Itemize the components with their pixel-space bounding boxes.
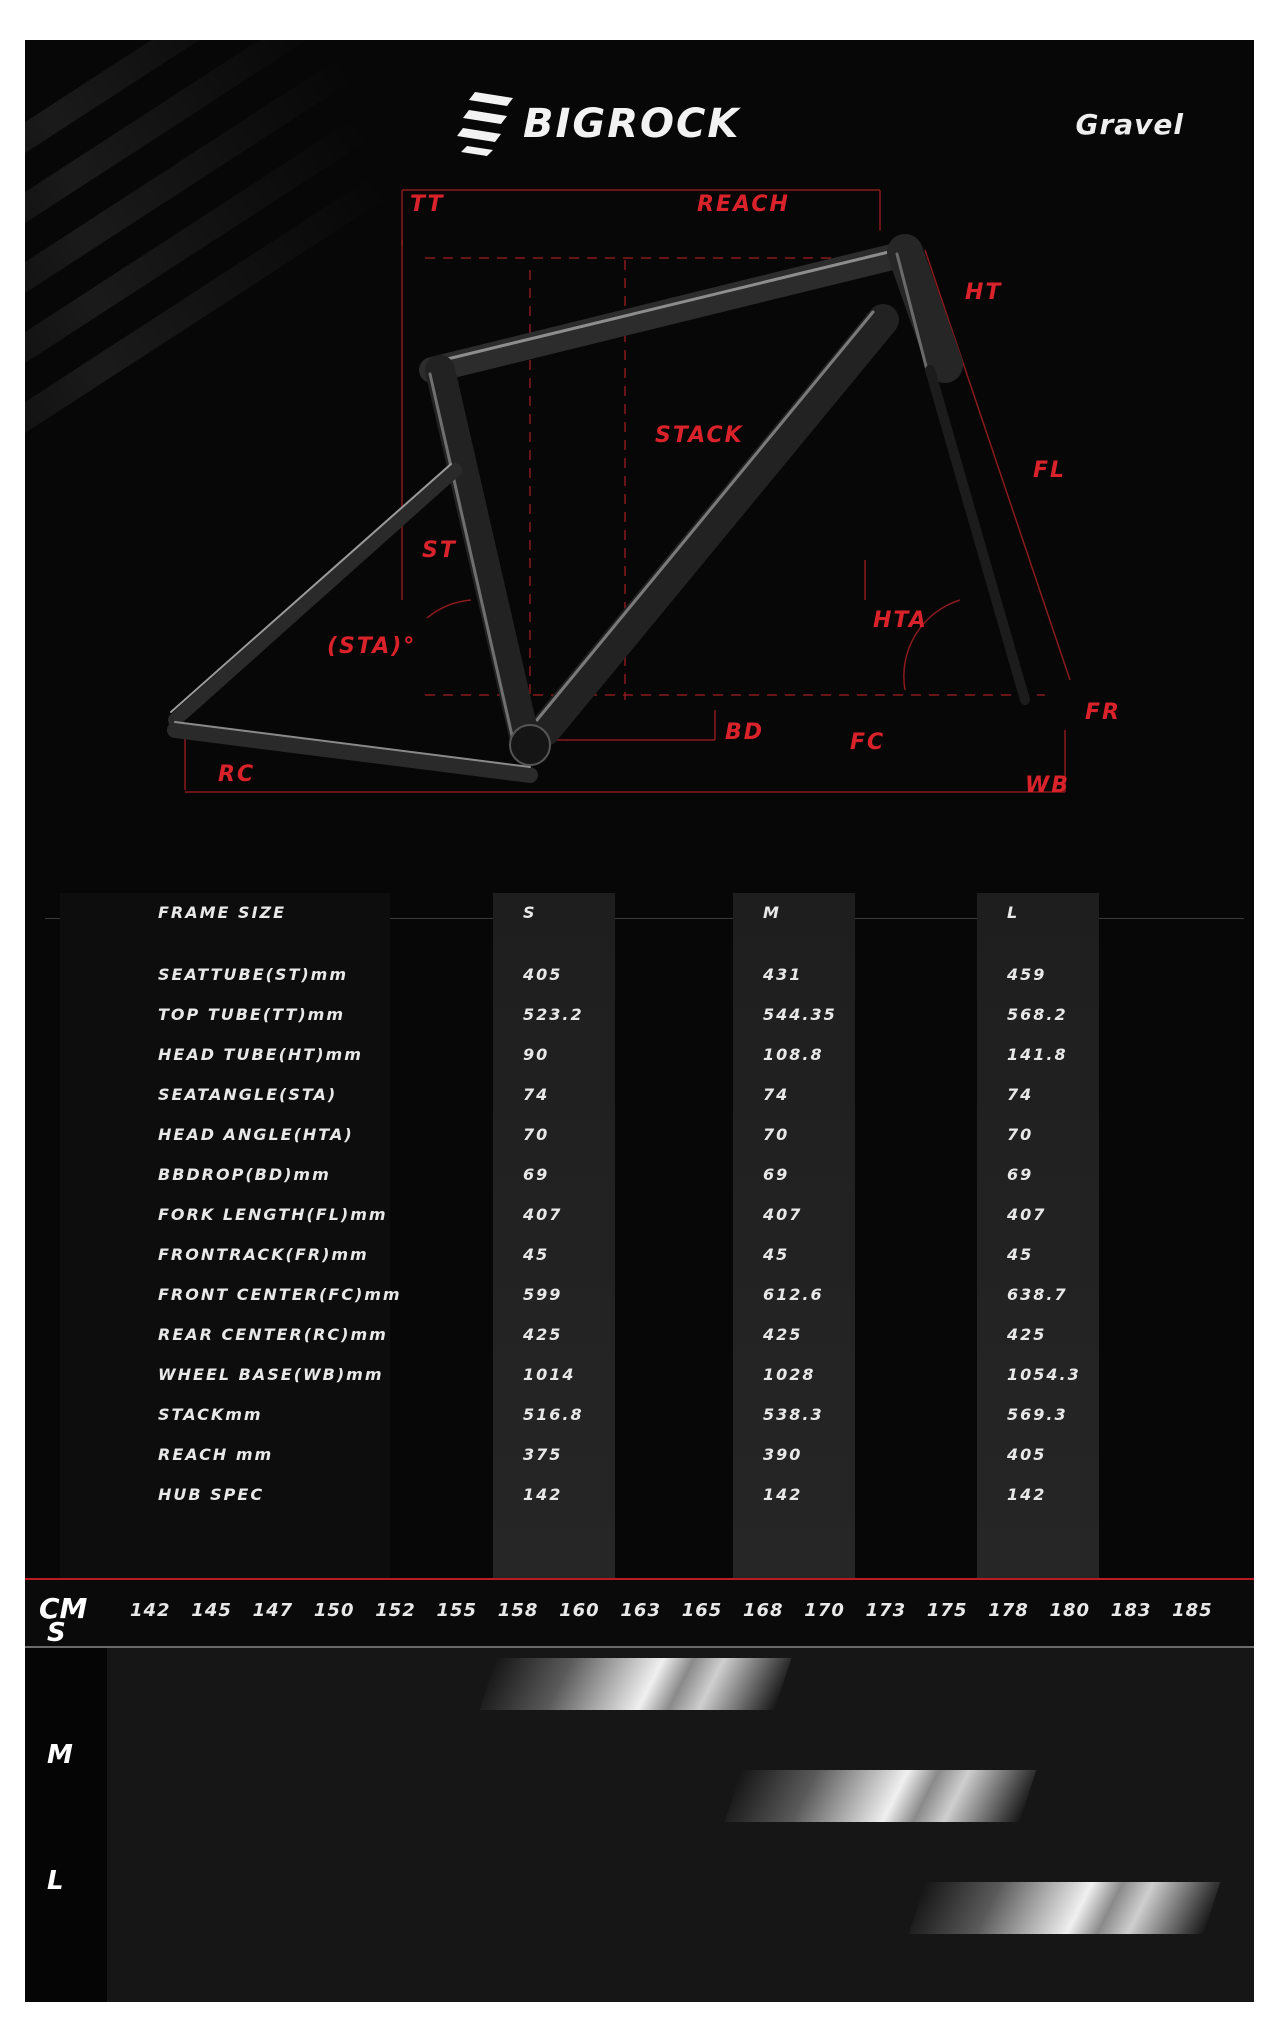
st-label: ST (422, 538, 457, 563)
cell-size-l: 459 (1007, 965, 1047, 984)
tt-label: TT (410, 192, 445, 217)
fl-label: FL (1033, 458, 1067, 483)
size-fit-bar-m (725, 1770, 1037, 1822)
cell-size-m: 45 (763, 1245, 790, 1264)
cell-size-s: 1014 (523, 1365, 576, 1384)
table-row (60, 1475, 1254, 1515)
cell-size-m: 74 (763, 1085, 790, 1104)
height-tick: 180 (1049, 1600, 1091, 1621)
row-label: TOP TUBE(TT)mm (158, 1005, 346, 1024)
table-row (60, 1435, 1254, 1475)
size-label-s: S (47, 1618, 66, 1648)
height-tick: 147 (252, 1600, 294, 1621)
height-tick: 145 (191, 1600, 232, 1621)
cell-size-s: 523.2 (523, 1005, 584, 1024)
fc-label: FC (850, 730, 886, 755)
geometry-table (60, 893, 1254, 1578)
geometry-poster (25, 40, 1254, 2002)
ht-label: HT (965, 280, 1003, 305)
table-row (60, 1075, 1254, 1115)
reach-label: REACH (697, 192, 790, 217)
stack-label: STACK (655, 423, 744, 448)
height-tick: 150 (313, 1600, 355, 1621)
height-tick: 142 (130, 1600, 171, 1621)
height-tick: 152 (375, 1600, 416, 1621)
height-tick: 175 (926, 1600, 968, 1621)
fr-label: FR (1085, 700, 1121, 725)
table-row (60, 1315, 1254, 1355)
cell-size-l: 1054.3 (1007, 1365, 1081, 1384)
height-tick: 163 (620, 1600, 661, 1621)
size-fit-bar-l (908, 1882, 1220, 1934)
table-row (60, 1275, 1254, 1315)
height-tick: 160 (559, 1600, 600, 1621)
height-tick: 155 (436, 1600, 478, 1621)
cell-size-m: 70 (763, 1125, 790, 1144)
height-tick: 185 (1172, 1600, 1213, 1621)
cell-size-l: 69 (1007, 1165, 1034, 1184)
cell-size-m: 142 (763, 1485, 803, 1504)
cell-size-l: 142 (1007, 1485, 1047, 1504)
height-tick: 183 (1110, 1600, 1152, 1621)
row-label: STACKmm (158, 1405, 263, 1424)
table-header-row (60, 893, 1254, 933)
height-tick: 178 (988, 1600, 1029, 1621)
cell-size-s: 516.8 (523, 1405, 584, 1424)
size-label-l: L (47, 1866, 64, 1896)
table-row (60, 1155, 1254, 1195)
height-tick: 168 (743, 1600, 784, 1621)
row-label: HEAD ANGLE(HTA) (158, 1125, 354, 1144)
height-tick: 158 (497, 1600, 539, 1621)
wb-label: WB (1025, 773, 1071, 798)
cell-size-m: M (763, 903, 781, 922)
table-row (60, 1355, 1254, 1395)
cell-size-s: 70 (523, 1125, 550, 1144)
cell-size-l: 405 (1007, 1445, 1047, 1464)
height-tick: 170 (804, 1600, 845, 1621)
cell-size-m: 1028 (763, 1365, 816, 1384)
cell-size-l: 45 (1007, 1245, 1034, 1264)
cell-size-l: 568.2 (1007, 1005, 1068, 1024)
cell-size-s: 599 (523, 1285, 563, 1304)
cell-size-l: 74 (1007, 1085, 1034, 1104)
row-label: FRONTRACK(FR)mm (158, 1245, 369, 1264)
cell-size-m: 425 (763, 1325, 803, 1344)
row-label: SEATANGLE(STA) (158, 1085, 338, 1104)
brand-name: BIGROCK (523, 101, 741, 147)
cell-size-m: 390 (763, 1445, 803, 1464)
table-row (60, 995, 1254, 1035)
row-label: FORK LENGTH(FL)mm (158, 1205, 388, 1224)
table-row (60, 1195, 1254, 1235)
size-label-column (25, 1648, 107, 2002)
row-label: HUB SPEC (158, 1485, 265, 1504)
cell-size-l: 141.8 (1007, 1045, 1068, 1064)
frame-geometry-diagram (25, 40, 1254, 860)
row-label: SEATTUBE(ST)mm (158, 965, 349, 984)
rc-label: RC (218, 762, 256, 787)
row-label: FRONT CENTER(FC)mm (158, 1285, 402, 1304)
cell-size-l: 638.7 (1007, 1285, 1068, 1304)
row-label: HEAD TUBE(HT)mm (158, 1045, 363, 1064)
cell-size-l: L (1007, 903, 1020, 922)
cell-size-l: 70 (1007, 1125, 1034, 1144)
cell-size-m: 431 (763, 965, 803, 984)
size-fit-bar-s (479, 1658, 791, 1710)
row-label: REAR CENTER(RC)mm (158, 1325, 388, 1344)
cell-size-s: 90 (523, 1045, 550, 1064)
cell-size-s: 69 (523, 1165, 550, 1184)
row-label: REACH mm (158, 1445, 274, 1464)
row-label: WHEEL BASE(WB)mm (158, 1365, 384, 1384)
unit-label: CM (39, 1592, 88, 1625)
header-frame-size: FRAME SIZE (158, 903, 287, 922)
height-tick: 173 (865, 1600, 907, 1621)
row-label: BBDROP(BD)mm (158, 1165, 331, 1184)
cell-size-s: 375 (523, 1445, 563, 1464)
cell-size-m: 538.3 (763, 1405, 824, 1424)
cell-size-s: 74 (523, 1085, 550, 1104)
cell-size-l: 407 (1007, 1205, 1047, 1224)
cell-size-s: 142 (523, 1485, 563, 1504)
table-row (60, 1235, 1254, 1275)
category-tag: Gravel (1075, 108, 1184, 141)
table-row (60, 1395, 1254, 1435)
cell-size-l: 569.3 (1007, 1405, 1068, 1424)
cell-size-s: S (523, 903, 537, 922)
cell-size-s: 45 (523, 1245, 550, 1264)
cell-size-m: 108.8 (763, 1045, 824, 1064)
table-row (60, 1035, 1254, 1075)
cell-size-s: 425 (523, 1325, 563, 1344)
cell-size-s: 407 (523, 1205, 563, 1224)
height-tick: 165 (681, 1600, 723, 1621)
bd-label: BD (725, 720, 765, 745)
cell-size-m: 69 (763, 1165, 790, 1184)
cell-size-s: 405 (523, 965, 563, 984)
cell-size-m: 407 (763, 1205, 803, 1224)
hta-label: HTA (873, 608, 928, 633)
cell-size-l: 425 (1007, 1325, 1047, 1344)
cell-size-m: 544.35 (763, 1005, 837, 1024)
table-row (60, 1115, 1254, 1155)
cell-size-m: 612.6 (763, 1285, 824, 1304)
sta-label: (STA)° (327, 634, 417, 659)
table-row (60, 955, 1254, 995)
size-label-m: M (47, 1740, 73, 1770)
